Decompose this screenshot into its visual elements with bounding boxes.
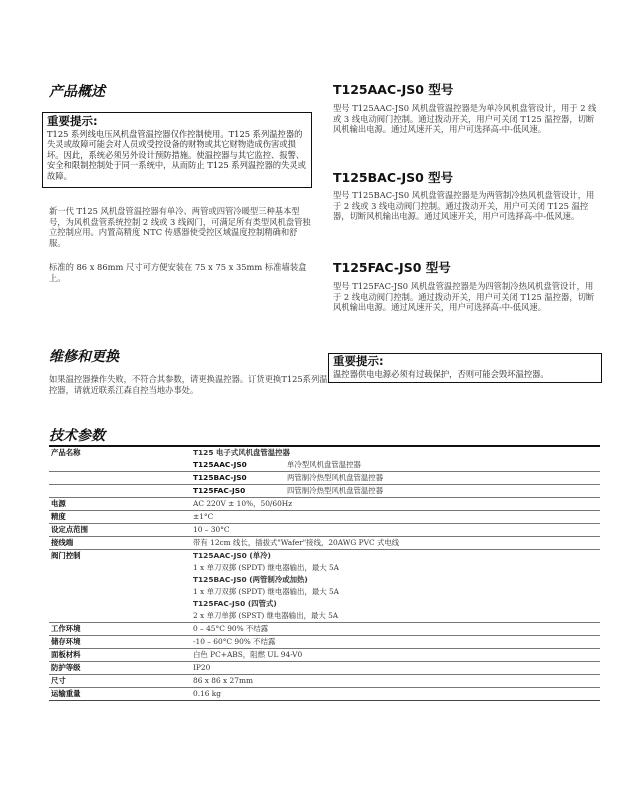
table-row	[49, 524, 600, 537]
model-name: T125AAC-JS0	[193, 460, 247, 469]
spec-value: 10 – 30°C	[191, 524, 600, 537]
table-row	[49, 459, 600, 472]
spec-label: 设定点范围	[49, 524, 191, 537]
table-row	[49, 636, 600, 649]
model-fac-section	[333, 258, 601, 313]
spec-label: 工作环境	[49, 623, 191, 636]
spec-label: 运输重量	[49, 688, 191, 701]
spec-value: -10 – 60°C 90% 不结露	[191, 636, 600, 649]
table-row	[49, 550, 600, 563]
spec-label: 储存环境	[49, 636, 191, 649]
valve-detail: 1 x 单刀双掷 (SPDT) 继电器输出，最大 5A	[193, 587, 340, 596]
spec-value: T125 电子式风机盘管温控器	[191, 446, 600, 459]
model-name: T125FAC-JS0	[193, 486, 246, 495]
spec-label: 接线端	[49, 537, 191, 550]
notice-box	[328, 353, 602, 383]
repair-title: 维修和更换	[49, 349, 119, 365]
table-row	[49, 586, 600, 598]
table-row	[49, 688, 600, 701]
table-row	[49, 610, 600, 623]
model-name: T125BAC-JS0	[193, 473, 247, 482]
spec-value: AC 220V ± 10%，50/60Hz	[191, 498, 600, 511]
spec-label: 产品名称	[49, 446, 191, 459]
model-aac-section	[333, 80, 601, 135]
table-row	[49, 598, 600, 610]
overview-paragraph: 新一代 T125 风机盘管温控器有单冷、两管或四管冷暖型三种基本型号，为风机盘管系统控制 2 线或 3 线阀门，可满足所有类型风机盘管独立控制应用。内置高精度 NTC 传感器使受控区域温度控制精确和舒服。	[49, 206, 311, 248]
table-row	[49, 662, 600, 675]
model-bac-text: 型号 T125BAC-JS0 风机盘管温控器是为两管制冷热风机盘管设计，用于 2 线或 3 线电动阀门控制。通过拨动开关，用户可关闭 T125 温控器，切断风机输出电源。通过风速开关，用户可选择高-中-低风速。	[333, 190, 595, 222]
model-fac-text: 型号 T125FAC-JS0 风机盘管温控器是为四管制冷热风机盘管设计，用于 2 线电动阀门控制。通过拨动开关，用户可关闭 T125 温控器，切断风机输出电源。通过风速开关，用户可选择高-中-低风速。	[333, 281, 595, 313]
spec-value: IP20	[191, 662, 600, 675]
overview-title: 产品概述	[49, 84, 105, 100]
table-row	[49, 574, 600, 586]
spec-label: 电源	[49, 498, 191, 511]
model-bac-section	[333, 168, 601, 222]
table-row	[49, 623, 600, 636]
valve-detail: 2 x 单刀单掷 (SPST) 继电器输出，最大 5A	[191, 610, 600, 623]
spec-label: 精度	[49, 511, 191, 524]
spec-label: 防护等级	[49, 662, 191, 675]
model-desc: 单冷型风机盘管温控器	[287, 460, 361, 469]
table-row	[49, 498, 600, 511]
spec-label: 阀门控制	[51, 551, 81, 560]
model-aac-text: 型号 T125AAC-JS0 风机盘管温控器是为单冷风机盘管设计，用于 2 线或 3 线电动阀门控制。通过拨动开关，用户可关闭 T125 温控器，切断风机输出电源。通过风速开关，用户可选择高-中-低风速。	[333, 103, 597, 135]
notice-text: 温控器供电电源必须有过载保护，否则可能会毁坏温控器。	[333, 369, 549, 379]
valve-title: T125FAC-JS0 (四管式)	[193, 599, 277, 608]
table-row	[49, 675, 600, 688]
table-row	[49, 537, 600, 550]
table-row	[49, 649, 600, 662]
spec-table	[49, 445, 600, 701]
warning-box	[42, 112, 312, 188]
repair-text: 如果温控器操作失败，不符合其参数，请更换温控器。订货更换T125系列温控器，请就近联系江森自控当地办事处。	[49, 374, 328, 395]
model-desc: 两管制冷热型风机盘管温控器	[287, 473, 384, 482]
warning-title: 重要提示:	[47, 114, 98, 128]
warning-text: T125 系列线电压风机盘管温控器仅作控制使用。T125 系列温控器的失灵或故障可能会对人员或受控设备的财物或其它财物造成伤害或损坏。因此，系统必须另外设计预防措施。使温控器与其它监控、报警、安全和限制控制处于同一系统中，从而防止 T125 系列温控器的失灵或故障。	[47, 129, 306, 181]
table-row	[49, 472, 600, 485]
spec-label: 面板材料	[49, 649, 191, 662]
spec-value: ±1°C	[191, 511, 600, 524]
spec-value: 0.16 kg	[191, 688, 600, 701]
valve-title: T125BAC-JS0 (两管制冷或加热)	[193, 575, 308, 584]
table-row	[49, 446, 600, 459]
mounting-paragraph: 标准的 86 x 86mm 尺寸可方便安装在 75 x 75 x 35mm 标准墙装盒上。	[49, 262, 307, 283]
notice-title: 重要提示:	[333, 354, 384, 368]
spec-value: 带有 12cm 线长，插拔式"Wafer"接线，20AWG PVC 式电线	[191, 537, 600, 550]
model-desc: 四管制冷热型风机盘管温控器	[287, 486, 384, 495]
spec-value: 0 – 45°C 90% 不结露	[191, 623, 600, 636]
spec-label: 尺寸	[49, 675, 191, 688]
table-row	[49, 562, 600, 574]
model-fac-title: T125FAC-JS0 型号	[333, 260, 451, 275]
model-bac-title: T125BAC-JS0 型号	[333, 170, 454, 185]
table-row	[49, 485, 600, 498]
valve-title: T125AAC-JS0 (单冷)	[193, 551, 271, 560]
spec-value: 白色 PC+ABS，阻燃 UL 94-V0	[191, 649, 600, 662]
model-aac-title: T125AAC-JS0 型号	[333, 82, 454, 97]
table-row	[49, 511, 600, 524]
specs-title: 技术参数	[49, 428, 105, 444]
spec-value: 86 x 86 x 27mm	[191, 675, 600, 688]
valve-detail: 1 x 单刀双掷 (SPDT) 继电器输出，最大 5A	[193, 563, 340, 572]
